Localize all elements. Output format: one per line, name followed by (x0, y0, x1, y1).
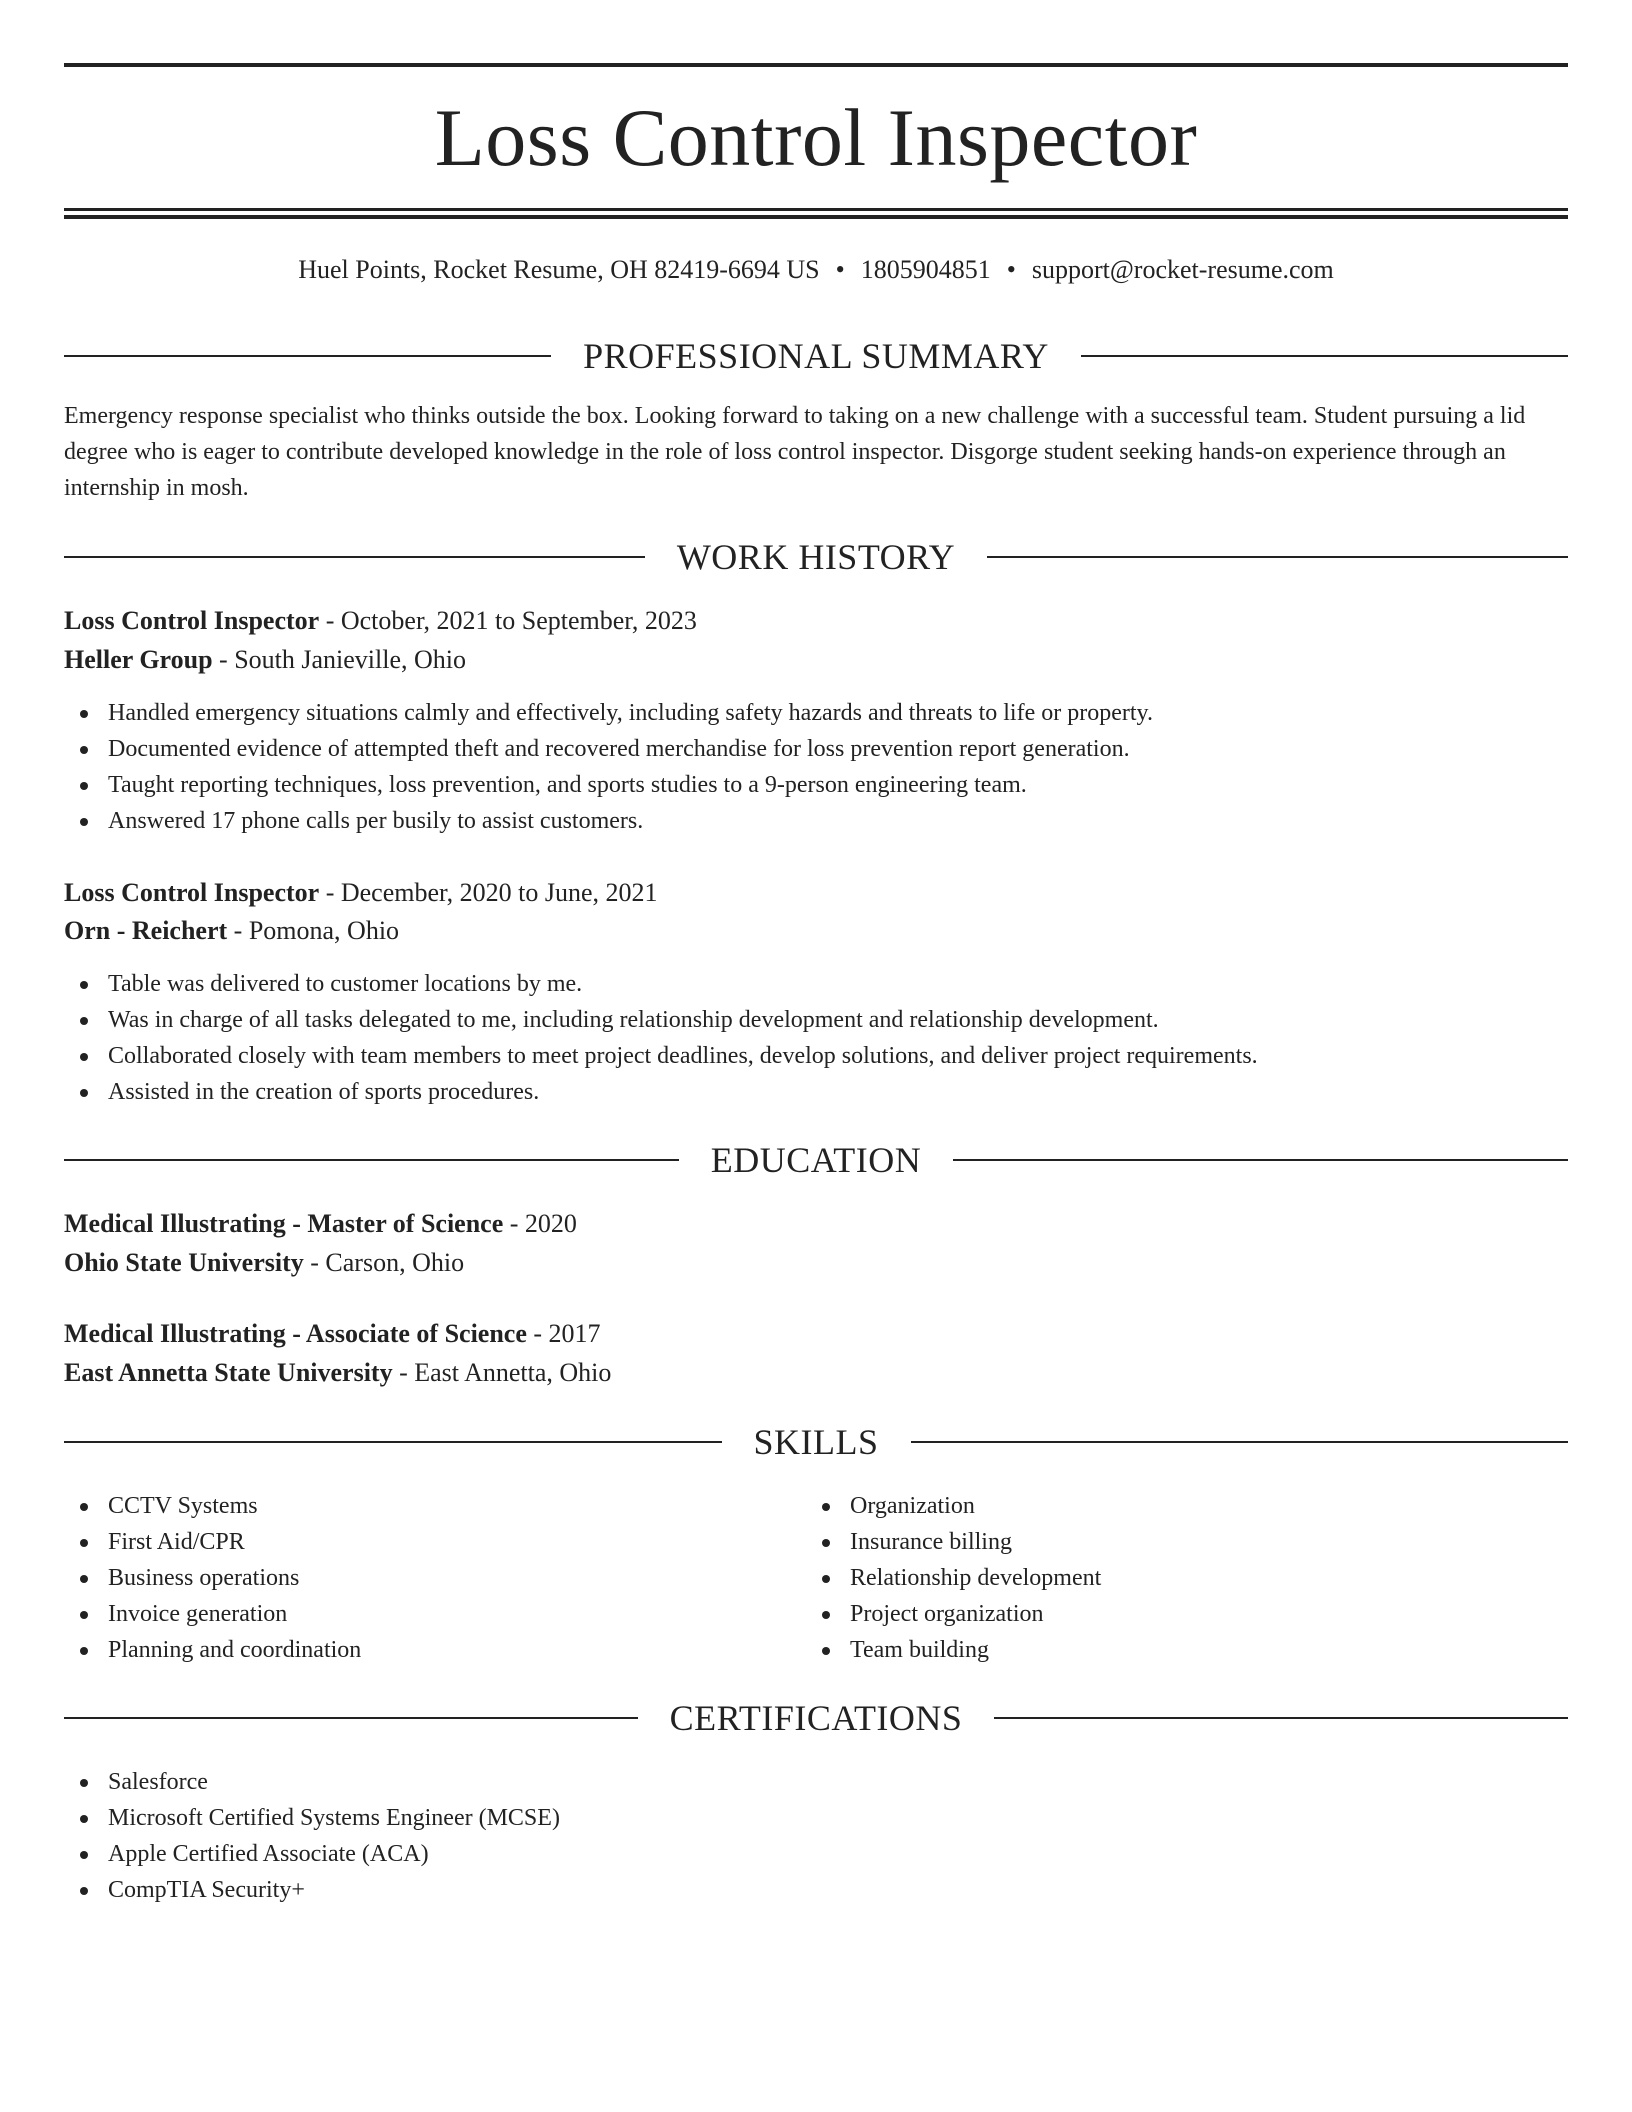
education-degree-line (64, 1205, 1568, 1243)
heading-rule (64, 355, 551, 357)
title-rule-upper (64, 208, 1568, 211)
heading-rule (953, 1159, 1568, 1161)
heading-rule (64, 1717, 638, 1719)
title-rule-lower (64, 215, 1568, 219)
education-school: East Annetta State University (64, 1358, 393, 1387)
job-duties-list (64, 966, 1258, 1110)
list-item: Table was delivered to customer locations by me. (64, 966, 1258, 1002)
list-item: First Aid/CPR (64, 1524, 361, 1560)
job-title: Loss Control Inspector (64, 606, 320, 635)
list-item: CompTIA Security+ (64, 1872, 560, 1908)
list-item: CCTV Systems (64, 1488, 361, 1524)
job-title-line (64, 874, 1568, 912)
summary-text: Emergency response specialist who thinks outside the box. Looking forward to taking on a new challenge with a successful team. Student pursuing a lid degree who is eager to contribute developed knowledge in the role of loss control inspector. Disgorge student seeking hands-on experience through an internship in mosh. (64, 403, 1526, 501)
section-heading-education (64, 1138, 1568, 1182)
section-title: EDUCATION (710, 1140, 922, 1180)
job-location: - South Janieville, Ohio (212, 645, 467, 674)
list-item: Answered 17 phone calls per busily to assist customers. (64, 803, 1153, 839)
job-dates: - December, 2020 to June, 2021 (319, 878, 658, 907)
heading-rule (911, 1441, 1569, 1443)
education-year: - 2020 (503, 1209, 577, 1238)
certifications-list (64, 1764, 560, 1908)
education-school-line (64, 1354, 1568, 1392)
education-degree: Medical Illustrating - Master of Science (64, 1209, 504, 1238)
list-item: Handled emergency situations calmly and effectively, including safety hazards and threats to life or property. (64, 695, 1153, 731)
section-heading-work (64, 535, 1568, 579)
job-title-line (64, 602, 1568, 640)
job-title: Loss Control Inspector (64, 878, 320, 907)
education-school: Ohio State University (64, 1248, 304, 1277)
section-title: PROFESSIONAL SUMMARY (583, 336, 1049, 376)
list-item: Collaborated closely with team members to meet project deadlines, develop solutions, and deliver project requirements. (64, 1038, 1258, 1074)
list-item: Invoice generation (64, 1596, 361, 1632)
skills-list-right (806, 1488, 1101, 1668)
list-item: Organization (806, 1488, 1101, 1524)
list-item: Apple Certified Associate (ACA) (64, 1836, 560, 1872)
education-degree: Medical Illustrating - Associate of Science (64, 1319, 527, 1348)
education-location: - East Annetta, Ohio (392, 1358, 612, 1387)
heading-rule (64, 1159, 679, 1161)
education-school-line (64, 1244, 1568, 1282)
list-item: Salesforce (64, 1764, 560, 1800)
job-company: Orn - Reichert (64, 916, 228, 945)
list-item: Relationship development (806, 1560, 1101, 1596)
job-company-line (64, 641, 1568, 679)
section-heading-summary (64, 334, 1568, 378)
contact-separator: • (1006, 255, 1016, 284)
section-heading-certifications (64, 1696, 1568, 1740)
list-item: Insurance billing (806, 1524, 1101, 1560)
skills-list-left (64, 1488, 361, 1668)
contact-separator: • (835, 255, 845, 284)
list-item: Taught reporting techniques, loss prevention, and sports studies to a 9-person engineering team. (64, 767, 1153, 803)
section-title: WORK HISTORY (676, 537, 956, 577)
list-item: Microsoft Certified Systems Engineer (MCSE) (64, 1800, 560, 1836)
list-item: Project organization (806, 1596, 1101, 1632)
job-dates: - October, 2021 to September, 2023 (319, 606, 697, 635)
contact-address: Huel Points, Rocket Resume, OH 82419-6694 US (298, 255, 820, 284)
contact-phone: 1805904851 (860, 255, 991, 284)
list-item: Was in charge of all tasks delegated to me, including relationship development and relationship development. (64, 1002, 1258, 1038)
education-degree-line (64, 1315, 1568, 1353)
list-item: Documented evidence of attempted theft and recovered merchandise for loss prevention report generation. (64, 731, 1153, 767)
heading-rule (987, 556, 1568, 558)
job-duties-list (64, 695, 1153, 839)
job-company-line (64, 912, 1568, 950)
education-year: - 2017 (526, 1319, 601, 1348)
job-location: - Pomona, Ohio (227, 916, 400, 945)
list-item: Team building (806, 1632, 1101, 1668)
section-title: SKILLS (753, 1422, 879, 1462)
education-location: - Carson, Ohio (303, 1248, 465, 1277)
top-rule (64, 63, 1568, 67)
contact-email[interactable]: support@rocket-resume.com (1031, 255, 1334, 284)
heading-rule (994, 1717, 1568, 1719)
list-item: Planning and coordination (64, 1632, 361, 1668)
section-title: CERTIFICATIONS (669, 1698, 963, 1738)
heading-rule (1081, 355, 1568, 357)
heading-rule (64, 1441, 722, 1443)
heading-rule (64, 556, 645, 558)
resume-title: Loss Control Inspector (434, 92, 1198, 183)
contact-line (64, 252, 1568, 288)
list-item: Assisted in the creation of sports procedures. (64, 1074, 1258, 1110)
list-item: Business operations (64, 1560, 361, 1596)
section-heading-skills (64, 1420, 1568, 1464)
job-company: Heller Group (64, 645, 213, 674)
